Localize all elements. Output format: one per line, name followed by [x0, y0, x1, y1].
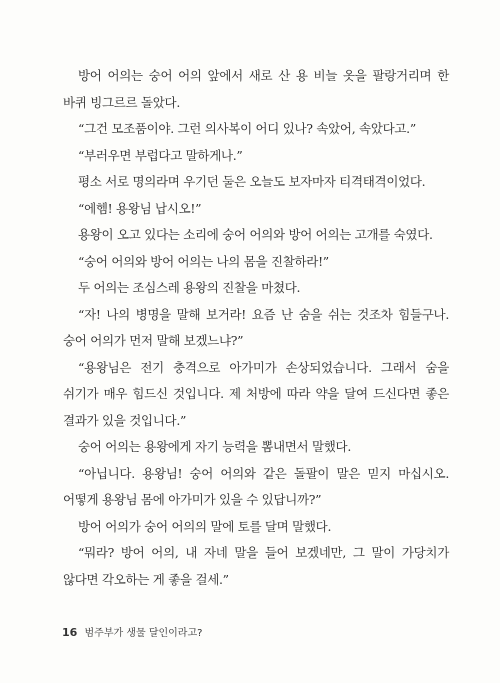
book-title: 범주부가 생물 달인이라고?: [84, 628, 203, 639]
paragraph-8: 두 어의는 조심스레 용왕의 진찰을 마쳤다.: [78, 280, 301, 295]
paragraph-12: “아닙니다. 용왕님! 숭어 어의와 같은 돌팔이 말은 믿지 마십시오. 어떻게 용왕님 몸에 아가미가 있을 수 있답니까?”: [63, 465, 449, 507]
page-footer: [62, 624, 202, 639]
paragraph-9: “자! 나의 병명을 말해 보거라! 요즘 난 숨을 쉬는 것조차 힘들구나. 숭어 어의가 먼저 말해 보겠느냐?”: [63, 306, 449, 348]
paragraph-6: 용왕이 오고 있다는 소리에 숭어 어의와 방어 어의는 고개를 숙였다.: [78, 227, 433, 242]
paragraph-3: “부러우면 부럽다고 말하게나.”: [78, 147, 243, 163]
paragraph-11: 숭어 어의는 용왕에게 자기 능력을 뽐내면서 말했다.: [78, 439, 351, 454]
paragraph-10: “용왕님은 전기 충격으로 아가미가 손상되었습니다. 그래서 숨을 쉬기가 매우 힘드신 것입니다. 제 처방에 따라 약을 달여 드신다면 좋은 결과가 있을 것입니다.”: [63, 359, 449, 428]
paragraph-5: “에헴! 용왕님 납시오!”: [78, 200, 202, 216]
paragraph-14: “뭐라? 방어 어의, 내 자네 말을 들어 보겠네만, 그 말이 가당치가 않다면 각오하는 게 좋을 걸세.”: [63, 545, 449, 587]
paragraph-13: 방어 어의가 숭어 어의의 말에 토를 달며 말했다.: [78, 518, 332, 534]
paragraph-1: 방어 어의는 숭어 어의 앞에서 새로 산 용 비늘 옷을 팔랑거리며 한 바퀴 빙그르르 돌았다.: [63, 68, 449, 110]
paragraph-7: “숭어 어의와 방어 어의는 나의 몸을 진찰하라!”: [78, 253, 329, 269]
body-text: [63, 63, 449, 593]
paragraph-4: 평소 서로 명의라며 우기던 둘은 오늘도 보자마자 티격태격이었다.: [78, 174, 426, 189]
page-number: 16: [62, 626, 78, 639]
paragraph-2: “그건 모조품이야. 그런 의사복이 어디 있나? 속았어, 속았다고.”: [78, 121, 416, 136]
